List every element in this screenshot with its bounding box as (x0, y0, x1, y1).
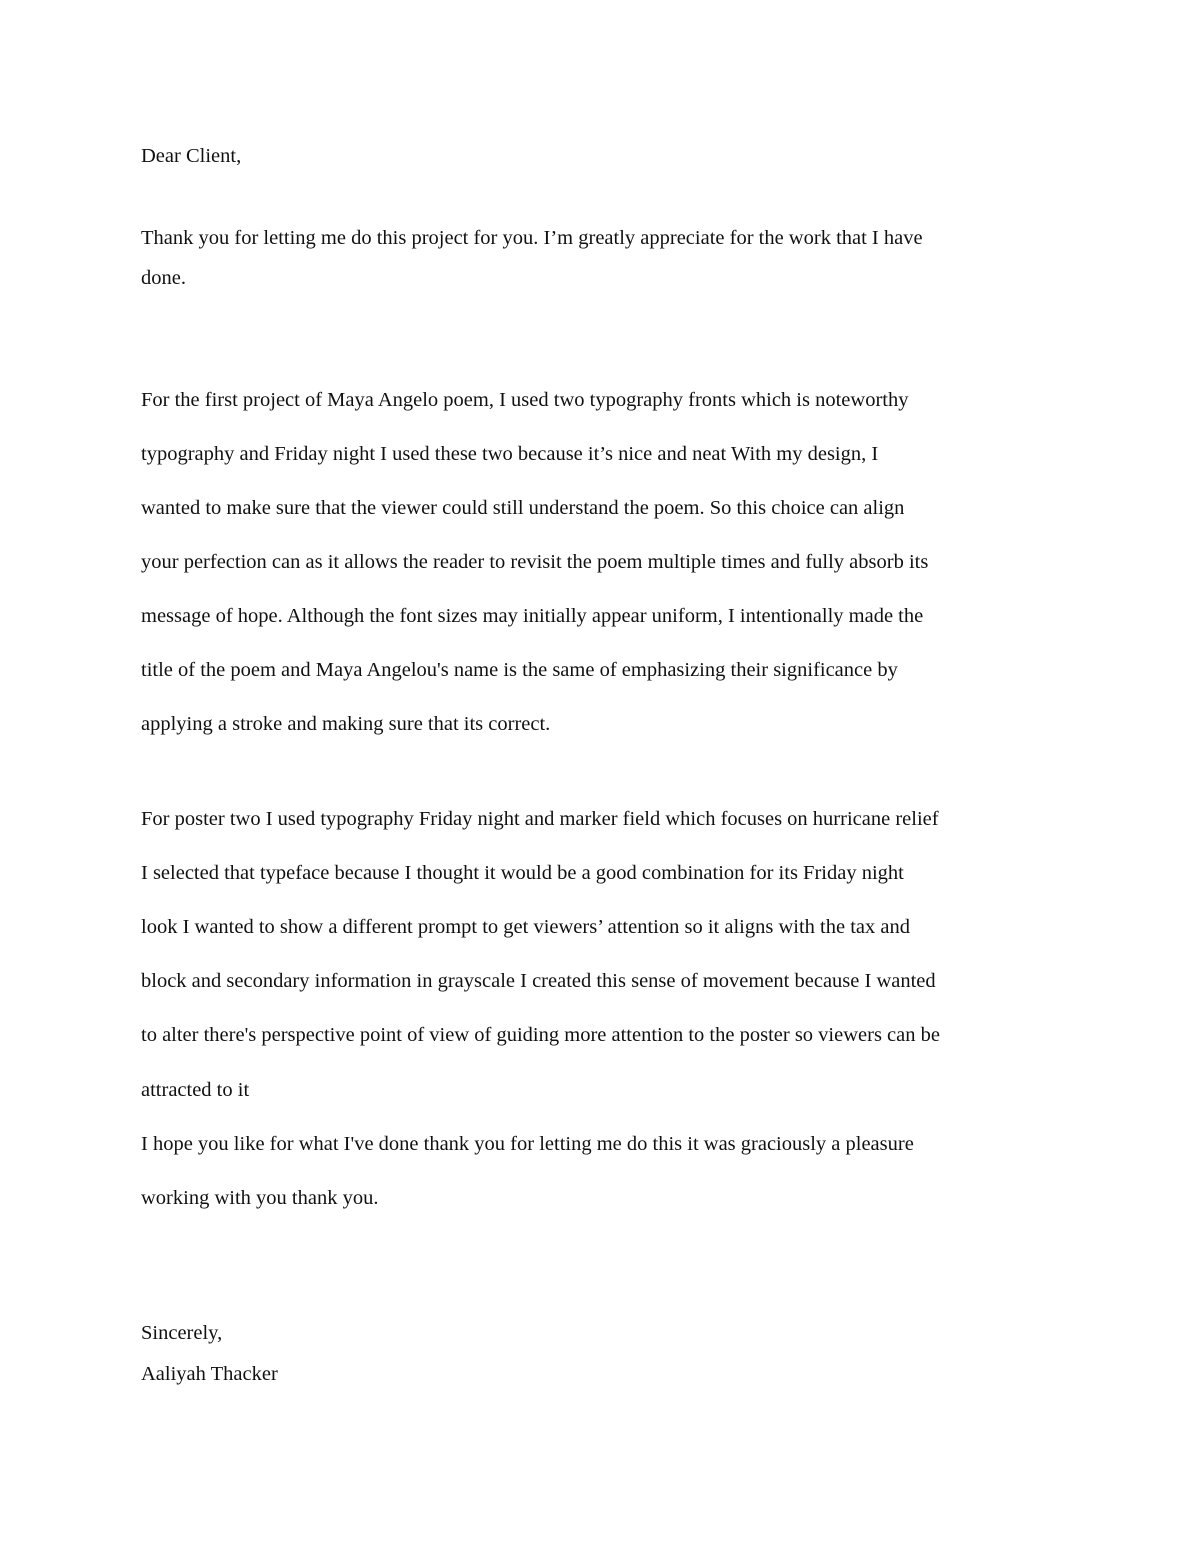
paragraph2-line-6: attracted to it (141, 1079, 250, 1101)
signature-name: Aaliyah Thacker (141, 1363, 278, 1385)
salutation: Dear Client, (141, 145, 242, 167)
paragraph1-line-7: applying a stroke and making sure that its correct. (141, 713, 551, 735)
paragraph1-line-5: message of hope. Although the font sizes may initially appear uniform, I intentionally made the (141, 605, 924, 627)
paragraph1-line-3: wanted to make sure that the viewer could still understand the poem. So this choice can align (141, 497, 905, 519)
paragraph1-line-6: title of the poem and Maya Angelou's name is the same of emphasizing their significance by (141, 659, 898, 681)
intro-line-1: Thank you for letting me do this project for you. I’m greatly appreciate for the work that I have (141, 227, 923, 249)
paragraph2-line-1: For poster two I used typography Friday night and marker field which focuses on hurricane relief (141, 808, 939, 830)
intro-line-2: done. (141, 267, 186, 289)
paragraph2-line-2: I selected that typeface because I thought it would be a good combination for its Friday night (141, 862, 904, 884)
paragraph1-line-2: typography and Friday night I used these two because it’s nice and neat With my design, I (141, 443, 879, 465)
paragraph1-line-1: For the first project of Maya Angelo poem, I used two typography fronts which is noteworthy (141, 389, 909, 411)
closing-line-1: I hope you like for what I've done thank you for letting me do this it was graciously a pleasure (141, 1133, 914, 1155)
signoff: Sincerely, (141, 1322, 223, 1344)
paragraph1-line-4: your perfection can as it allows the reader to revisit the poem multiple times and fully absorb its (141, 551, 929, 573)
closing-line-2: working with you thank you. (141, 1187, 379, 1209)
paragraph2-line-3: look I wanted to show a different prompt to get viewers’ attention so it aligns with the tax and (141, 916, 910, 938)
paragraph2-line-4: block and secondary information in grayscale I created this sense of movement because I wanted (141, 970, 936, 992)
paragraph2-line-5: to alter there's perspective point of view of guiding more attention to the poster so viewers can be (141, 1024, 940, 1046)
